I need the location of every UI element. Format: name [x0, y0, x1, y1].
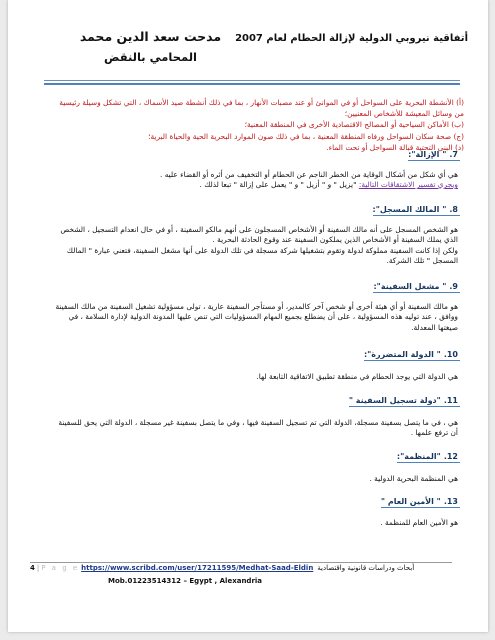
footer-separator: | — [36, 564, 40, 572]
section-number: 8. — [449, 205, 458, 214]
section-title: "دولة تسجيل السفينة " — [348, 396, 441, 405]
section-body-8 — [50, 225, 458, 266]
section-number: 9. — [449, 282, 458, 291]
paragraph-lead: ويجري تفسير الاشتقاقات التالية: — [358, 180, 458, 190]
footer-contact: Mob.01223514312 – Egypt , Alexandria — [108, 577, 263, 585]
section-body-10 — [50, 372, 458, 382]
section-number: 12. — [443, 452, 458, 461]
footer-description: أبحاث ودراسات قانونية واقتصادية — [317, 564, 415, 572]
page-footer — [30, 564, 414, 572]
section-title: " المالك المسجل": — [372, 205, 447, 214]
list-item: (د) البنى التحتية قبالة السواحل أو تحت الماء. — [326, 143, 464, 152]
paragraph: هي الدولة التي يوجد الحطام في منطقة تطبيق الاتفاقية التابعة لها. — [256, 372, 458, 381]
section-title: " الأمين العام " — [380, 497, 441, 506]
author-name: مدحت سعد الدين محمد — [79, 29, 222, 44]
list-item: (أ) الأنشطة البحرية على السواحل أو في الموانئ أو عند مصبات الأنهار ، بما في ذلك أنشطة صيد الأسماك ، التي تشكل وسيلة رئيسية من وسائل المعيشة للأشخاص المعنيين؛ — [59, 98, 464, 118]
section-heading-12 — [397, 452, 460, 463]
impact-list — [50, 98, 464, 155]
section-title: " الإزالة": — [408, 150, 447, 159]
scribd-link[interactable]: https://www.scribd.com/user/17211595/Medhat-Saad-Eldin — [81, 564, 314, 572]
section-number: 7. — [449, 150, 458, 159]
section-number: 10. — [443, 350, 458, 359]
paragraph: هو مالك السفينة أو أي هيئة أخرى أو شخص آخر كالمدير، أو مستأجر السفينة عارية ، تولى مسؤولية تشغيل السفينة من مالك السفينة ووافق ، عند توليه هذه المسؤولية ، على أن يضطلع بجميع المهام المسؤوليات التي تنص عليها المدونة الدولية لإدارة السلامة ، في صيغتها المعدلة. — [55, 302, 458, 332]
section-title: " مشغل السفينة": — [373, 282, 447, 291]
paragraph: هي أي شكل من أشكال الوقاية من الخطر الناجم عن الحطام أو التخفيف من أثره أو القضاء عليه . — [160, 170, 458, 179]
list-item: (ب) الأماكن السياحية أو المصالح الاقتصادية الأخرى في المنطقة المعنية؛ — [244, 120, 464, 129]
page-number: 4 — [30, 564, 35, 572]
section-heading-8 — [373, 205, 460, 216]
section-body-11 — [50, 418, 458, 439]
footer-rule — [30, 562, 452, 563]
paragraph — [50, 180, 458, 190]
section-number: 11. — [443, 396, 458, 405]
paragraph: ولكن إذا كانت السفينة مملوكة لدولة وتقوم بتشغيلها شركة مسجلة في تلك الدولة على أنها مشغل السفينة، فتعني عبارة " المالك المسجل " تلك الشركة. — [66, 245, 458, 265]
section-body-9 — [50, 302, 458, 333]
section-body-13 — [50, 518, 458, 528]
section-title: " الدولة المتضررة": — [363, 350, 441, 359]
paragraph: هو الشخص المسجل على أنه مالك السفينة أو الأشخاص المسجلون على أنهم مالكو السفينة ، أو في حال انعدام التسجيل ، الشخص الذي يملك السفينة أو الأشخاص الذين يملكون السفينة عند وقوع الحادثة البحرية . — [60, 225, 458, 245]
section-number: 13. — [443, 497, 458, 506]
section-heading-13 — [381, 497, 460, 508]
header-rule-thick — [44, 83, 460, 85]
section-title: "المنظمة": — [396, 452, 441, 461]
section-body-12 — [50, 474, 458, 484]
section-heading-9 — [373, 282, 460, 293]
section-heading-10 — [364, 350, 460, 361]
paragraph: هو الأمين العام للمنظمة . — [380, 518, 458, 527]
paragraph: هي ، في ما يتصل بسفينة مسجلة، الدولة التي تم تسجيل السفينة فيها ، وفي ما يتصل بسفينة غير مسجلة ، الدولة التي يحق للسفينة أن ترفع علمها . — [58, 418, 458, 438]
paragraph: هي المنظمة البحرية الدولية . — [369, 474, 458, 483]
header-rule-thin — [44, 80, 460, 81]
paragraph-emphasis: "يزيل " و " أزيل " و " يعمل على إزالة " تبعا لذلك . — [199, 180, 357, 190]
section-heading-7 — [408, 150, 460, 161]
document-title: أتفاقية نيروبي الدولية لإزالة الحطام لعام 2007 — [235, 33, 468, 44]
page-label: P a g e — [41, 564, 80, 572]
document-page — [8, 0, 488, 632]
author-block — [78, 29, 223, 64]
author-role: المحامي بالنقض — [104, 50, 197, 64]
section-heading-11 — [349, 396, 460, 407]
section-body-7 — [50, 170, 458, 191]
list-item: (ج) صحة سكان السواحل ورفاه المنطقة المعنية ، بما في ذلك صون الموارد البحرية الحية والحياة البرية؛ — [148, 131, 464, 141]
